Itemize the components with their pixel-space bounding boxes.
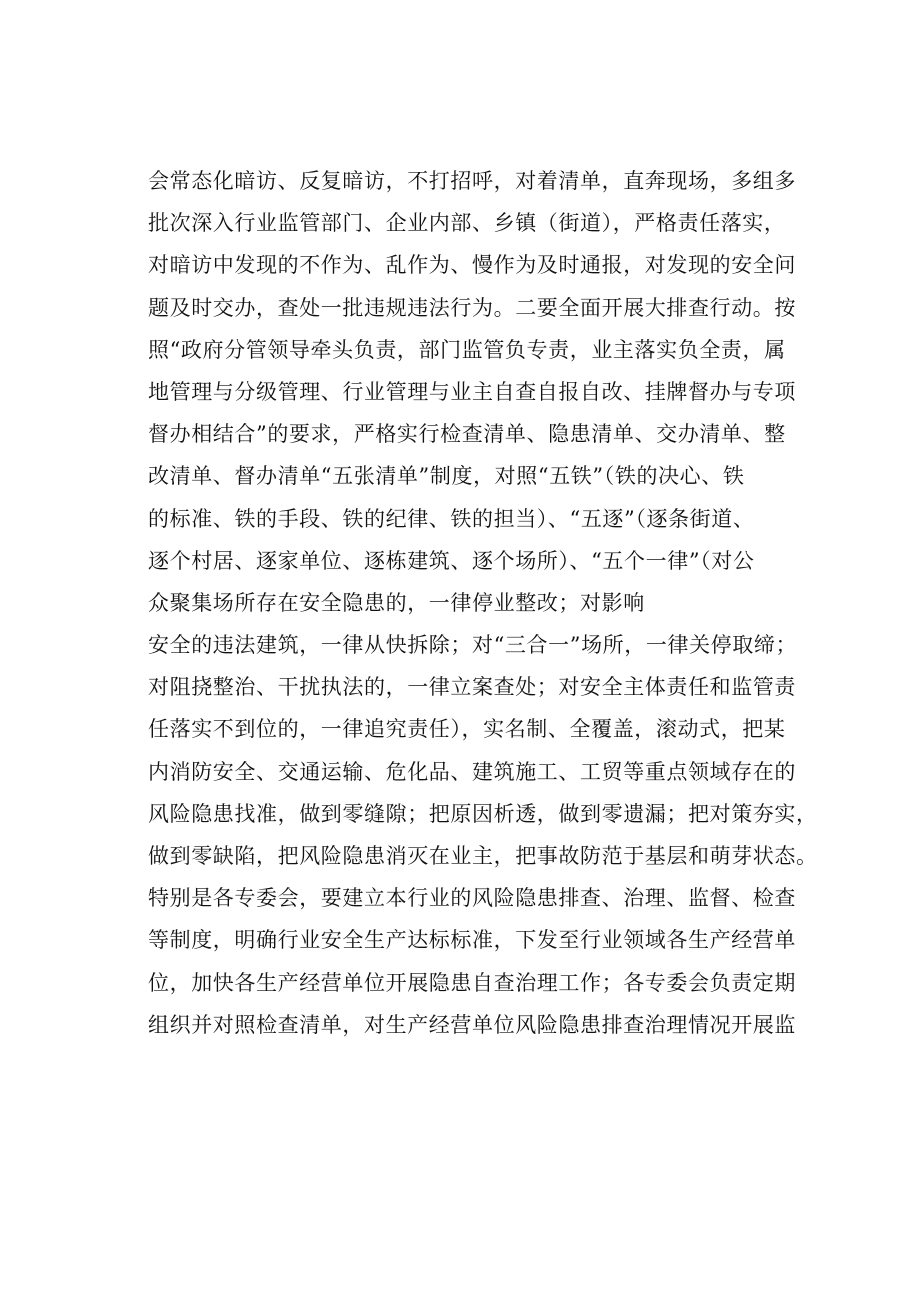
text-line: 组织并对照检查清单，对生产经营单位风险隐患排查治理情况开展监 [148, 1012, 796, 1037]
text-line: 等制度，明确行业安全生产达标标准，下发至行业领域各生产经营单 [148, 928, 796, 953]
text-line: 做到零缺陷，把风险隐患消灭在业主，把事故防范于基层和萌芽状态。 [148, 844, 818, 868]
text-line: 地管理与分级管理、行业管理与业主自查自报自改、挂牌督办与专项 [148, 379, 796, 404]
text-line: 题及时交办，查处一批违规违法行为。二要全面开展大排查行动。按 [148, 295, 796, 320]
text-line: 批次深入行业监管部门、企业内部、乡镇（街道），严格责任落实， [148, 211, 786, 236]
text-line: 会常态化暗访、反复暗访，不打招呼，对着清单，直奔现场，多组多 [148, 169, 796, 193]
text-line: 任落实不到位的，一律追究责任），实名制、全覆盖，滚动式，把某 [148, 717, 786, 742]
text-line: 内消防安全、交通运输、危化品、建筑施工、工贸等重点领域存在的 [148, 759, 796, 784]
body-text [148, 160, 818, 1046]
text-line: 风险隐患找准，做到零缝隙；把原因析透，做到零遗漏；把对策夯实， [148, 801, 818, 826]
text-line: 督办相结合”的要求，严格实行检查清单、隐患清单、交办清单、整 [148, 422, 786, 447]
text-line: 位，加快各生产经营单位开展隐患自查治理工作；各专委会负责定期 [148, 970, 796, 995]
text-line: 照“政府分管领导牵头负责，部门监管负专责，业主落实负全责，属 [148, 337, 786, 362]
text-line: 对阻挠整治、干扰执法的，一律立案查处；对安全主体责任和监管责 [148, 675, 796, 700]
text-line: 特别是各专委会，要建立本行业的风险隐患排查、治理、监督、检查 [148, 886, 796, 911]
text-line: 改清单、督办清单“五张清单”制度，对照“五铁”（铁的决心、铁 [148, 464, 745, 489]
text-line: 众聚集场所存在安全隐患的，一律停业整改；对影响 [148, 590, 645, 615]
text-line: 逐个村居、逐家单位、逐栋建筑、逐个场所）、“五个一律”（对公 [148, 548, 755, 573]
text-line: 安全的违法建筑，一律从快拆除；对“三合一”场所，一律关停取缔； [148, 633, 798, 658]
text-line: 的标准、铁的手段、铁的纪律、铁的担当）、“五逐”（逐条街道、 [148, 506, 755, 531]
text-line: 对暗访中发现的不作为、乱作为、慢作为及时通报，对发现的安全问 [148, 253, 796, 278]
